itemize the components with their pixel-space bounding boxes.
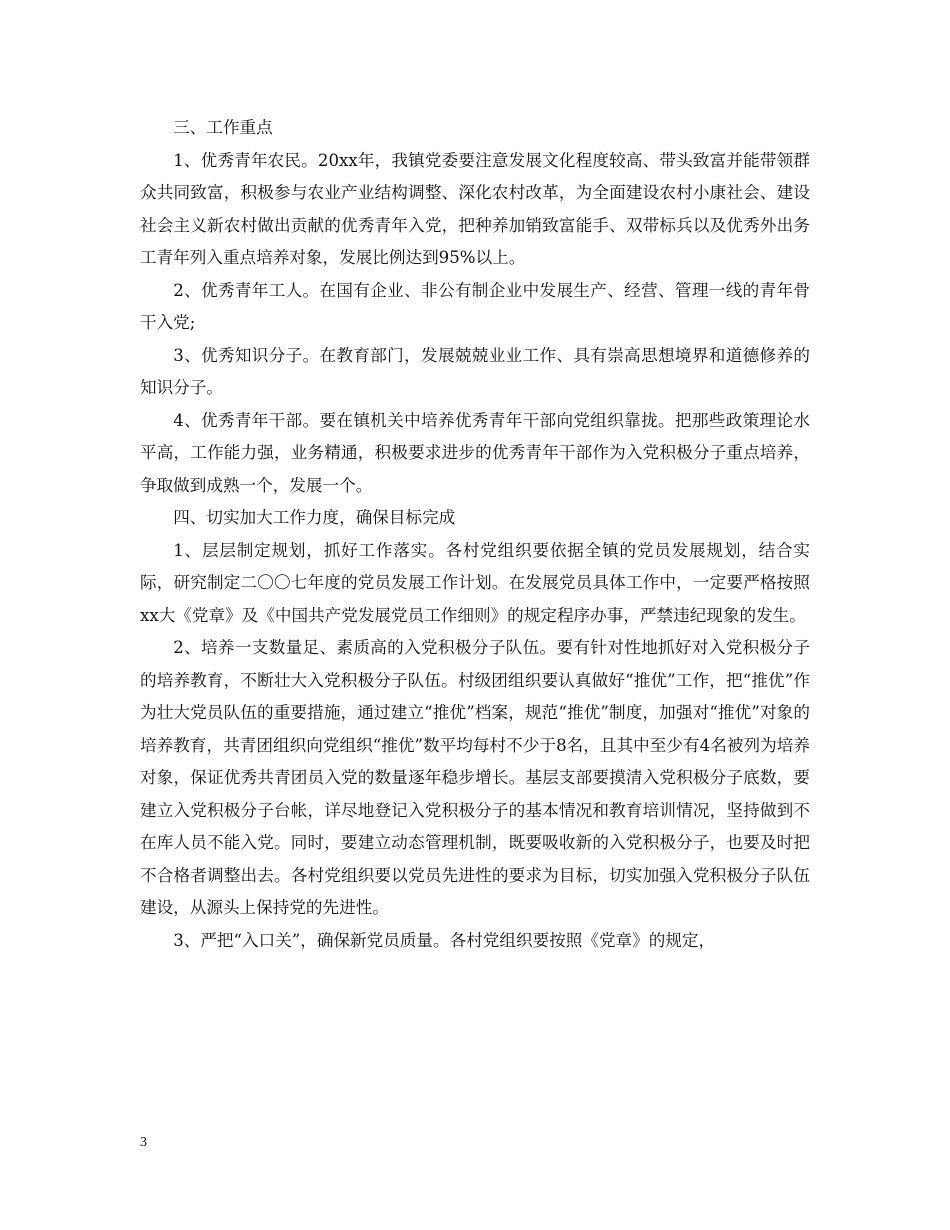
page-number: 3 <box>140 1135 147 1150</box>
paragraph: 3、优秀知识分子。在教育部门，发展兢兢业业工作、具有崇高思想境界和道德修养的知识分子。 <box>140 345 810 397</box>
paragraph: 2、培养一支数量足、素质高的入党积极分子队伍。要有针对性地抓好对入党积极分子的培养教育，不断壮大入党积极分子队伍。村级团组织要认真做好“推优”工作，把“推优”作为壮大党员队伍的重要措施，通过建立“推优”档案，规范“推优”制度，加强对“推优”对象的培养教育，共青团组织向党组织“推优”数平均每村不少于8名，且其中至少有4名被列为培养对象，保证优秀共青团员入党的数量逐年稳步增长。基层支部要摸清入党积极分子底数，要建立入党积极分子台帐，详尽地登记入党积极分子的基本情况和教育培训情况，坚持做到不在库人员不能入党。同时，要建立动态管理机制，既要吸收新的入党积极分子，也要及时把不合格者调整出去。各村党组织要以党员先进性的要求为目标，切实加强入党积极分子队伍建设，从源头上保持党的先进性。 <box>140 638 810 917</box>
paragraph: 4、优秀青年干部。要在镇机关中培养优秀青年干部向党组织靠拢。把那些政策理论水平高，工作能力强，业务精通，积极要求进步的优秀青年干部作为入党积极分子重点培养，争取做到成熟一个，发展一个。 <box>140 410 810 495</box>
paragraph: 1、层层制定规划，抓好工作落实。各村党组织要依据全镇的党员发展规划，结合实际，研究制定二〇〇七年度的党员发展工作计划。在发展党员具体工作中，一定要严格按照xx大《党章》及《中国共产党发展党员工作细则》的规定程序办事，严禁违纪现象的发生。 <box>140 540 810 625</box>
document-body <box>140 112 810 957</box>
paragraph: 3、严把“入口关”，确保新党员质量。各村党组织要按照《党章》的规定， <box>173 930 716 950</box>
section-heading-4: 四、切实加大工作力度，确保目标完成 <box>173 508 456 527</box>
paragraph: 1、优秀青年农民。20xx年，我镇党委要注意发展文化程度较高、带头致富并能带领群众共同致富，积极参与农业产业结构调整、深化农村改革，为全面建设农村小康社会、建设社会主义新农村做出贡献的优秀青年入党，把种养加销致富能手、双带标兵以及优秀外出务工青年列入重点培养对象，发展比例达到95%以上。 <box>140 150 810 267</box>
paragraph: 2、优秀青年工人。在国有企业、非公有制企业中发展生产、经营、管理一线的青年骨干入党; <box>140 280 810 332</box>
section-heading-3: 三、工作重点 <box>173 118 273 137</box>
